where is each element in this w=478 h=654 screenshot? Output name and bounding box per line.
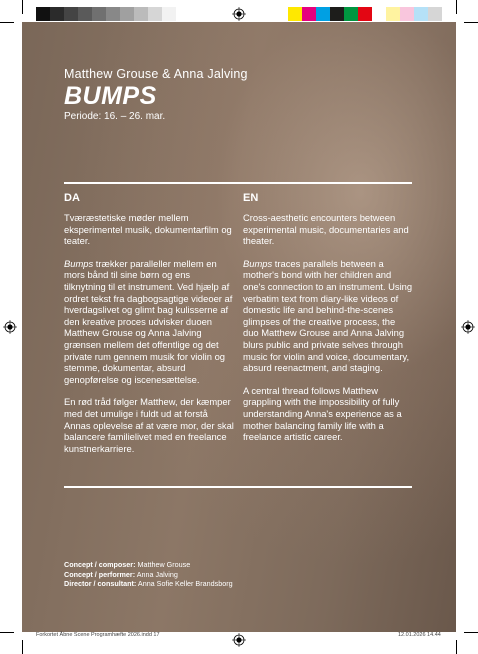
english-column (243, 192, 413, 454)
gray-swatch (120, 7, 134, 21)
danish-heading: DA (64, 192, 80, 204)
color-swatch (386, 7, 400, 21)
color-swatch (302, 7, 316, 21)
paragraph-text: traces parallels between a mother's bond with her children and one's connection to an instrument. Using verbatim text from diary-like videos of domestic life and behind-the-scenes glimpses of the creative process, the duo Matthew Grouse and Anna Jalving blurs public and private selves through music for violin and voice, documentary, absurd reenactment, and staging. (243, 257, 413, 374)
danish-column (64, 192, 234, 465)
gray-swatch (134, 7, 148, 21)
gray-swatch (64, 7, 78, 21)
italic-title: Bumps (64, 257, 94, 269)
registration-mark-icon (461, 320, 475, 334)
crop-mark (22, 640, 23, 654)
credit-role: Concept / performer: (64, 569, 136, 579)
color-swatch (288, 7, 302, 21)
english-text (243, 212, 413, 443)
gray-swatch (50, 7, 64, 21)
performance-title: BUMPS (64, 82, 157, 110)
registration-mark-icon (232, 7, 246, 21)
crop-mark (456, 0, 457, 14)
color-swatch (316, 7, 330, 21)
crop-mark (0, 632, 14, 633)
color-swatch (358, 7, 372, 21)
paragraph-text: Tværæstetiske møder mellem eksperimentel musik, dokumentarfilm og teater. (64, 212, 232, 247)
paragraph (243, 385, 413, 443)
bottom-divider (64, 486, 412, 488)
grayscale-color-bar (36, 7, 176, 21)
gray-swatch (92, 7, 106, 21)
paragraph-text: En rød tråd følger Matthew, der kæmper med det umulige i fuldt ud at forstå Annas oplevelse af at være mor, der skal balancere familielivet med en freelance kunstnerkarriere. (64, 396, 234, 454)
slug-filename: Forkortet Åbne Scene Programhæfte 2026.indd 17 (36, 632, 160, 638)
credits-block (64, 560, 233, 589)
crop-mark (464, 632, 478, 633)
color-swatch (428, 7, 442, 21)
color-swatch (400, 7, 414, 21)
gray-swatch (162, 7, 176, 21)
paragraph (243, 212, 413, 247)
color-swatch (372, 7, 386, 21)
paragraph (243, 258, 413, 374)
credit-name: Matthew Grouse (135, 560, 191, 569)
paragraph (64, 212, 234, 247)
english-heading: EN (243, 192, 259, 204)
registration-mark-icon (232, 633, 246, 647)
paragraph-text: Cross-aesthetic encounters between experimental music, documentaries and theater. (243, 212, 409, 247)
gray-swatch (148, 7, 162, 21)
danish-text (64, 212, 234, 454)
gray-swatch (78, 7, 92, 21)
crop-mark (22, 0, 23, 14)
credit-line (64, 579, 233, 589)
credit-line (64, 560, 233, 570)
credit-role: Director / consultant: (64, 579, 137, 589)
color-swatch (344, 7, 358, 21)
registration-mark-icon (3, 320, 17, 334)
top-divider (64, 182, 412, 184)
paragraph-text: A central thread follows Matthew grappling with the impossibility of fully understanding Anna's experience as a mother balancing family life with a freelance artistic career. (243, 384, 402, 443)
credit-line (64, 570, 233, 580)
paragraph (64, 396, 234, 454)
color-swatch (414, 7, 428, 21)
credit-name: Anna Jalving (135, 569, 178, 579)
gray-swatch (36, 7, 50, 21)
gray-swatch (106, 7, 120, 21)
program-page (22, 22, 456, 632)
credit-role: Concept / composer: (64, 560, 136, 569)
paragraph (64, 258, 234, 386)
slug-timestamp: 12.01.2026 14.44 (398, 632, 441, 638)
period-dates: Periode: 16. – 26. mar. (64, 111, 166, 122)
crop-mark (464, 22, 478, 23)
credit-name: Anna Sofie Keller Brandsborg (136, 579, 233, 589)
artists-line: Matthew Grouse & Anna Jalving (64, 67, 248, 81)
crop-mark (456, 640, 457, 654)
crop-mark (0, 22, 14, 23)
italic-title: Bumps (243, 257, 273, 269)
process-color-bar (288, 7, 442, 21)
color-swatch (330, 7, 344, 21)
paragraph-text: trækker paralleller mellem en mors bånd til sine børn og ens tilknytning til et instrument. Ved hjælp af ordret tekst fra dagbogsagtige videoer af hverdagslivet og glimt bag kulisserne af den kreative proces udvisker duoen Matthew Grouse og Anna Jalving grænsen mellem det offentlige og det private rum gennem musik for violin og stemme, dokumentar, absurd genopførelse og iscenesættelse. (64, 257, 233, 385)
